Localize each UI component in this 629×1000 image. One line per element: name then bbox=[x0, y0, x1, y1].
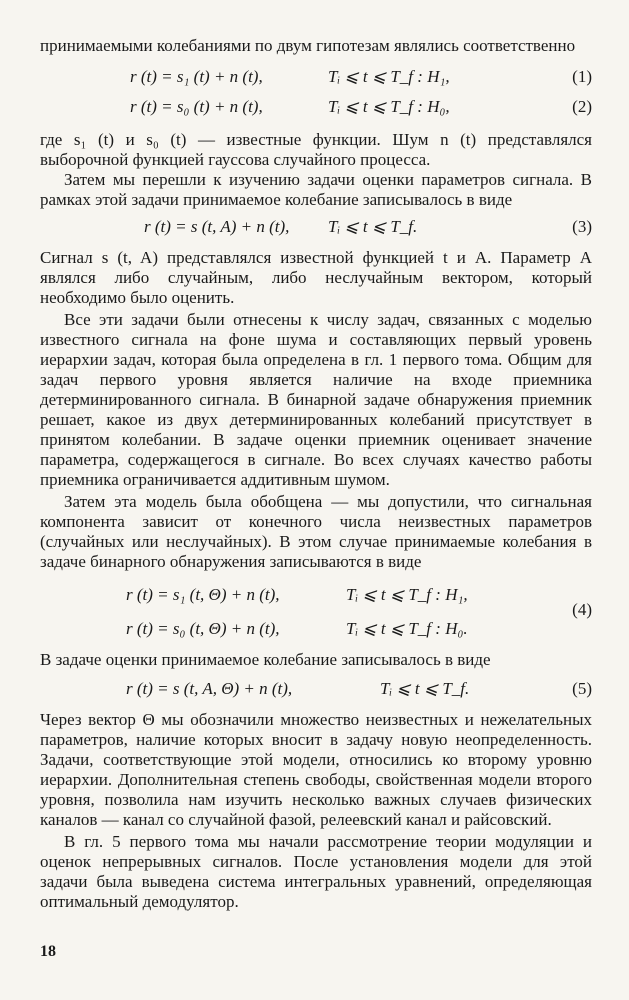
equation-1-lhs: r (t) = s₁ (t) + n (t), bbox=[130, 67, 263, 86]
equation-4a bbox=[40, 578, 592, 612]
equation-2-number: (2) bbox=[572, 97, 592, 116]
equation-3-number: (3) bbox=[572, 217, 592, 236]
equation-4a-lhs: r (t) = s₁ (t, Θ) + n (t), bbox=[126, 585, 280, 604]
paragraph-8: Через вектор Θ мы обозначили множество неизвестных и нежелательных параметров, наличие которых вносит в задачу новую неопределенность. Задачи, соответствующие этой модели, относились ко второму уровню иерархии. Дополнительная степень свободы, свойственная модели второго уровня, позволила нам изучить несколько важных случаев физических каналов — канал со случайной фазой, релеевский канал и райсовский. bbox=[40, 710, 592, 829]
paragraph-9: В гл. 5 первого тома мы начали рассмотрение теории модуляции и оценок непрерывных сигналов. После установления модели для этой задачи была выведена система интегральных уравнений, определяющая оптимальный демодулятор. bbox=[40, 832, 592, 911]
paragraph-5: Все эти задачи были отнесены к числу задач, связанных с моделью известного сигнала на фоне шума и составляющих первый уровень иерархии задач, которая была определена в гл. 1 первого тома. Общим для задач первого уровня является наличие на входе приемника детерминированного сигнала. В бинарной задаче обнаружения приемник решает, какое из двух детерминированных колебаний присутствует в принятом колебании. В задаче оценки приемник оценивает значение параметра, содержащегося в сигнале. Во всех случаях качество работы приемника ограничивается аддитивным шумом. bbox=[40, 310, 592, 489]
equation-4-number: (4) bbox=[572, 600, 592, 619]
paragraph-6: Затем эта модель была обобщена — мы допустили, что сигнальная компонента зависит от конечного числа неизвестных параметров (случайных или неслучайных). В этом случае принимаемые колебания в задаче бинарного обнаружения записываются в виде bbox=[40, 492, 592, 571]
equation-4b-lhs: r (t) = s₀ (t, Θ) + n (t), bbox=[126, 619, 280, 638]
equation-3-range: Tᵢ ⩽ t ⩽ T_f. bbox=[328, 217, 418, 236]
equation-4 bbox=[40, 578, 592, 646]
paragraph-3: Затем мы перешли к изучению задачи оценки параметров сигнала. В рамках этой задачи принимаемое колебание записывалось в виде bbox=[40, 170, 592, 209]
paragraph-4: Сигнал s (t, A) представлялся известной функцией t и A. Параметр A являлся либо случайным, либо неслучайным вектором, который необходимо было оценить. bbox=[40, 248, 592, 307]
equation-1-number: (1) bbox=[572, 67, 592, 86]
equation-5 bbox=[40, 674, 592, 704]
equation-4b bbox=[40, 612, 592, 646]
equation-4b-range: Tᵢ ⩽ t ⩽ T_f : H₀. bbox=[346, 619, 468, 638]
paragraph-7: В задаче оценки принимаемое колебание записывалось в виде bbox=[40, 650, 491, 669]
equation-3 bbox=[40, 212, 592, 242]
equation-3-lhs: r (t) = s (t, A) + n (t), bbox=[144, 217, 290, 236]
equation-2-lhs: r (t) = s₀ (t) + n (t), bbox=[130, 97, 263, 116]
equation-2 bbox=[40, 92, 592, 122]
equation-5-lhs: r (t) = s (t, A, Θ) + n (t), bbox=[126, 679, 293, 698]
page-number: 18 bbox=[40, 943, 56, 960]
equation-5-number: (5) bbox=[572, 679, 592, 698]
paragraph-2: где s₁ (t) и s₀ (t) — известные функции. Шум n (t) представлялся выборочной функцией гауссова случайного процесса. bbox=[40, 130, 592, 169]
paragraph-1: принимаемыми колебаниями по двум гипотезам являлись соответственно bbox=[40, 36, 576, 55]
page-body bbox=[40, 36, 592, 912]
equation-4a-range: Tᵢ ⩽ t ⩽ T_f : H₁, bbox=[346, 585, 468, 604]
equation-1 bbox=[40, 62, 592, 92]
equation-2-range: Tᵢ ⩽ t ⩽ T_f : H₀, bbox=[328, 97, 450, 116]
equation-1-range: Tᵢ ⩽ t ⩽ T_f : H₁, bbox=[328, 67, 450, 86]
equation-5-range: Tᵢ ⩽ t ⩽ T_f. bbox=[380, 679, 470, 698]
